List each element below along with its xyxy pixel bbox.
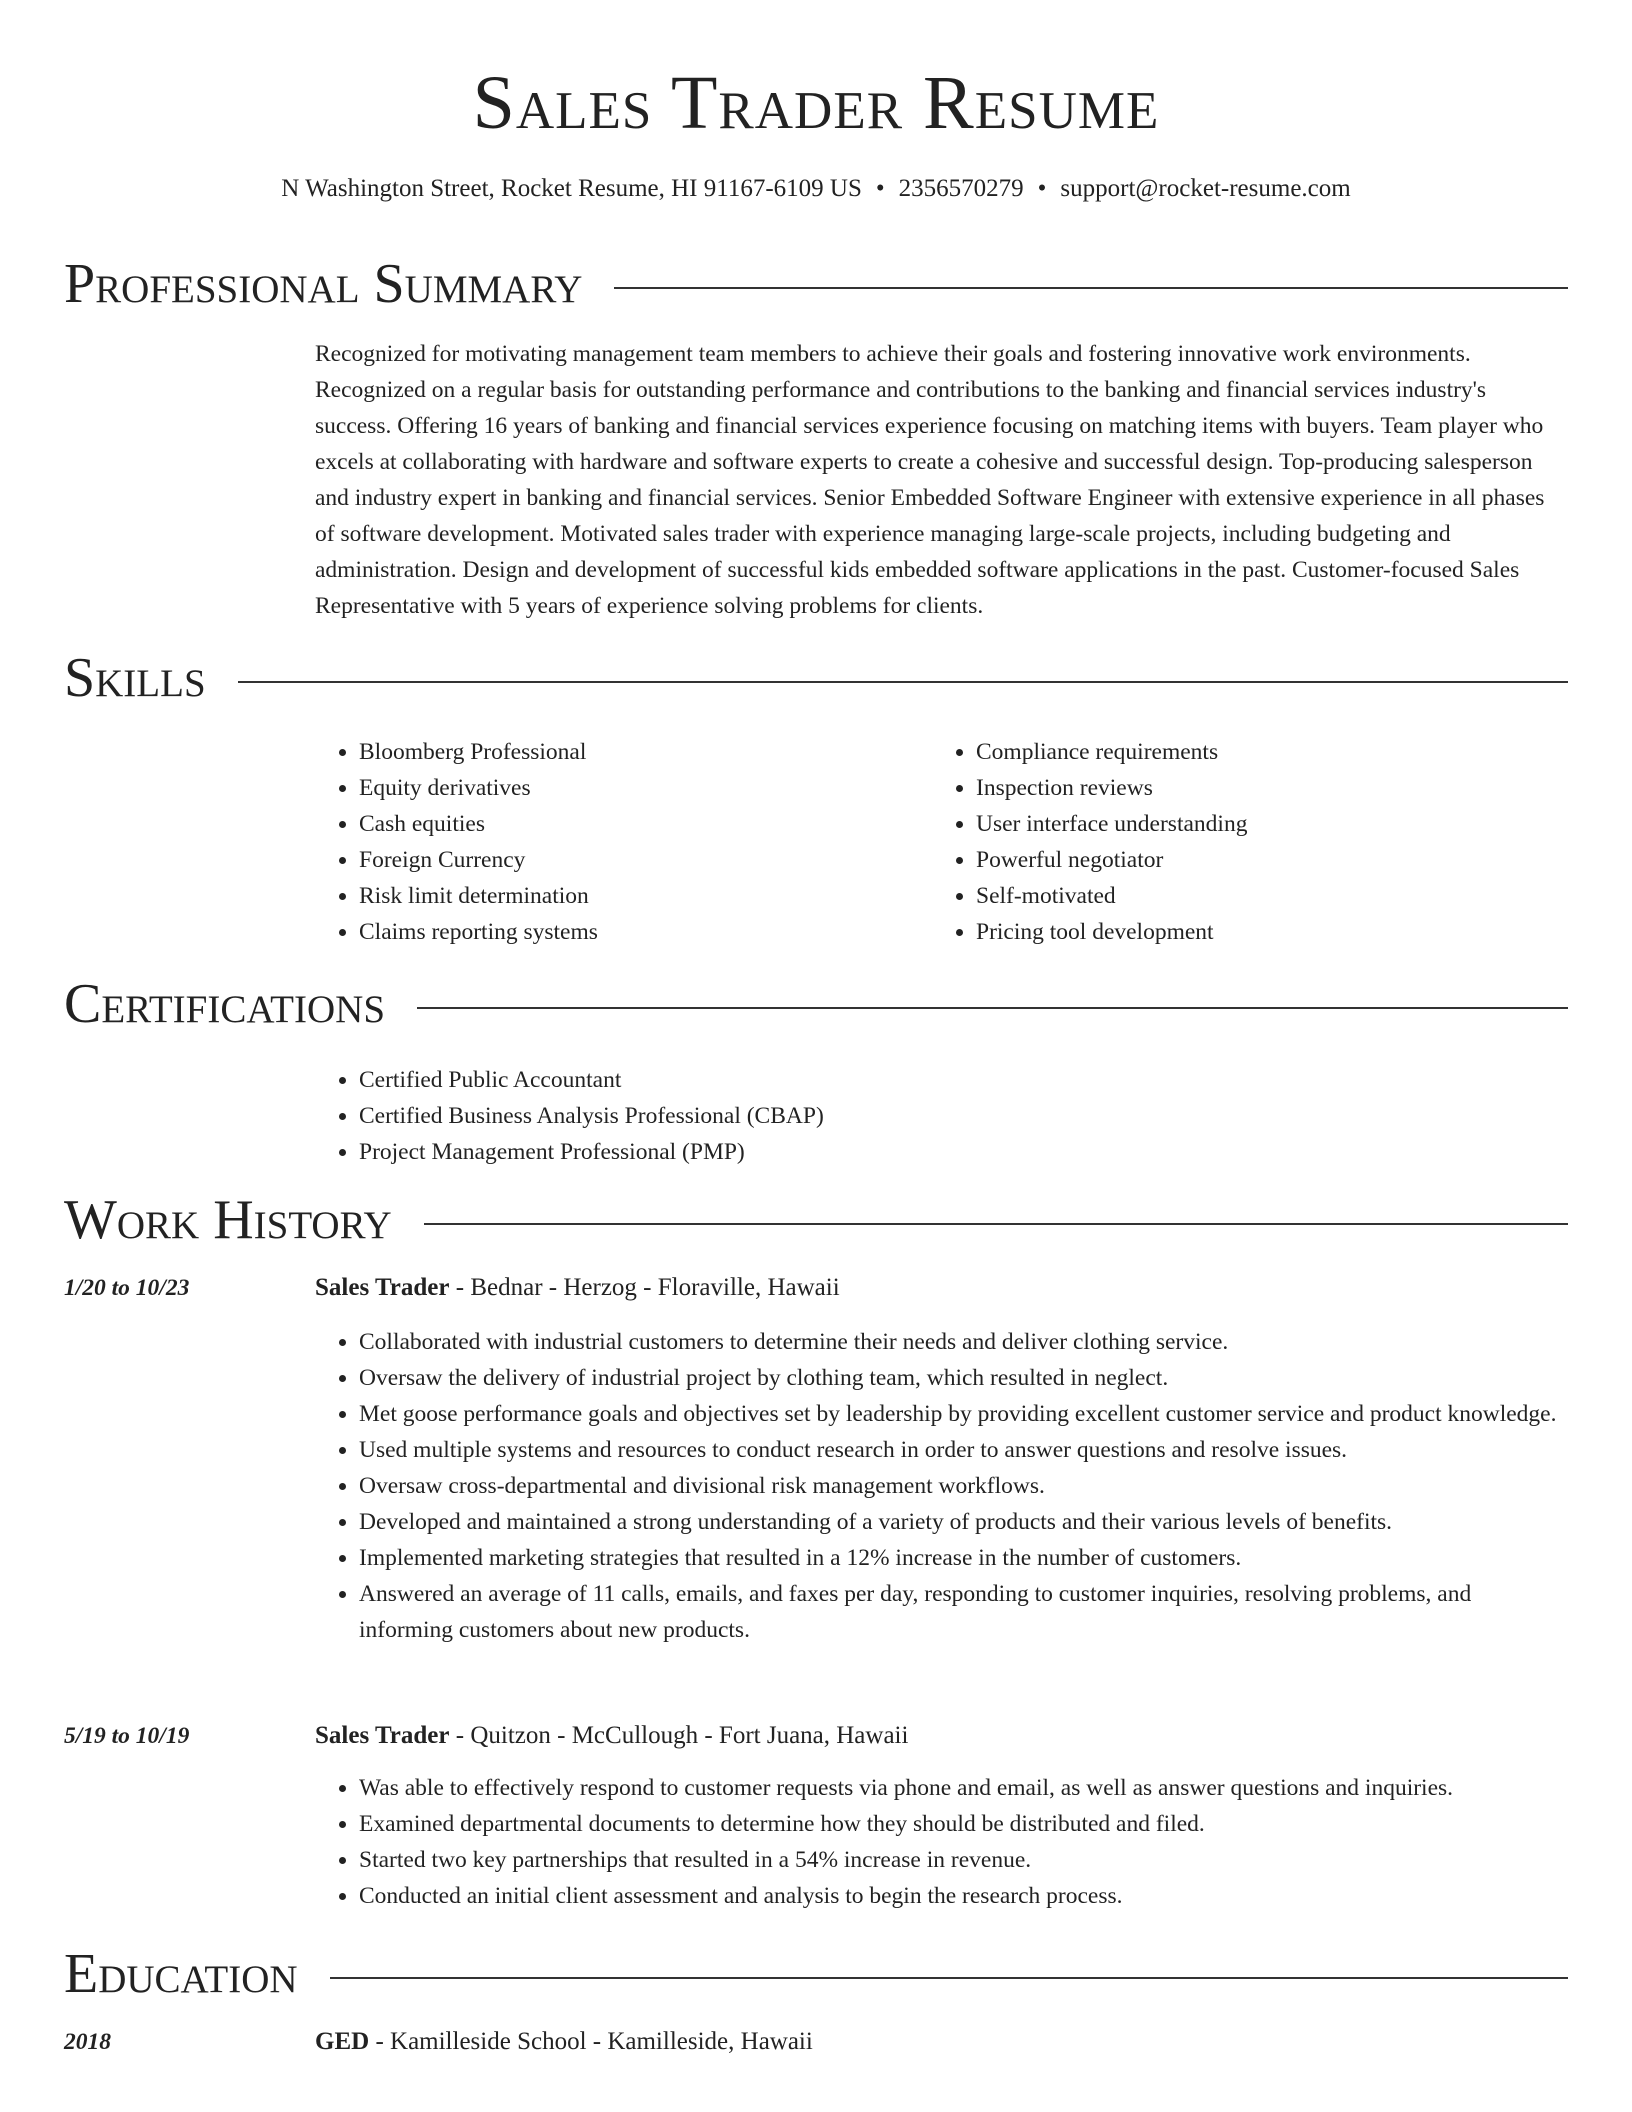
skill-item: • User interface understanding [976,806,1552,842]
skills-column-left [315,734,915,950]
contact-phone: 2356570279 [898,175,1024,202]
education-section-header [64,1942,1568,2006]
job-employer-location: - Quitzon - McCullough - Fort Juana, Hawaii [449,1722,909,1749]
summary-text: Recognized for motivating management team members to achieve their goals and fostering innovative work environments. Recognized on a regular basis for outstanding performance and contributions to the banking and financial services industry's success. Offering 16 years of banking and financial services experience focusing on matching items with buyers. Team player who excels at collaborating with hardware and software experts to create a cohesive and successful design. Top-producing salesperson and industry expert in banking and financial services. Senior Embedded Software Engineer with extensive experience in all phases of software development. Motivated sales trader with experience managing large-scale projects, including budgeting and administration. Design and development of successful kids embedded software applications in the past. Customer-focused Sales Representative with 5 years of experience solving problems for clients. [315,341,1545,619]
education-year: 2018 [64,2029,111,2055]
job-dates: 5/19 to 10/19 [64,1723,190,1749]
certifications-list [315,1062,1515,1170]
responsibility-item: • Oversaw cross-departmental and divisional risk management workflows. [359,1468,1565,1504]
contact-separator: • [1037,175,1047,202]
section-divider [238,681,1568,683]
certifications-heading: Certifications [64,973,386,1035]
skill-item: • Powerful negotiator [976,842,1552,878]
responsibility-item: • Started two key partnerships that resulted in a 54% increase in revenue. [359,1842,1565,1878]
skills-section-header [64,646,1568,710]
responsibility-item: • Oversaw the delivery of industrial project by clothing team, which resulted in neglect. [359,1360,1565,1396]
skill-item: • Equity derivatives [359,770,915,806]
job-responsibilities [315,1324,1565,1648]
job-responsibilities [315,1770,1565,1914]
summary-heading: Professional Summary [64,253,583,315]
skill-item: • Bloomberg Professional [359,734,915,770]
skill-item: • Claims reporting systems [359,914,915,950]
contact-address: N Washington Street, Rocket Resume, HI 91167-6109 US [281,175,862,202]
responsibility-item: • Met goose performance goals and objectives set by leadership by providing excellent customer service and product knowledge. [359,1396,1565,1432]
skill-item: • Inspection reviews [976,770,1552,806]
skills-column-right [932,734,1552,950]
summary-section-header [64,252,1568,316]
responsibility-item: • Conducted an initial client assessment and analysis to begin the research process. [359,1878,1565,1914]
work-heading: Work History [64,1189,392,1251]
skill-item: • Compliance requirements [976,734,1552,770]
contact-line [0,172,1632,206]
responsibility-item: • Answered an average of 11 calls, emails, and faxes per day, responding to customer inquiries, resolving problems, and informing customers about new products. [359,1576,1565,1648]
skill-item: • Foreign Currency [359,842,915,878]
responsibility-item: • Developed and maintained a strong understanding of a variety of products and their various levels of benefits. [359,1504,1565,1540]
job-heading [315,1270,840,1306]
education-degree: GED [315,2028,370,2055]
job-heading [315,1718,908,1754]
certification-item: • Certified Public Accountant [359,1062,1515,1098]
skill-item: • Cash equities [359,806,915,842]
contact-separator: • [875,175,885,202]
responsibility-item: • Collaborated with industrial customers to determine their needs and deliver clothing service. [359,1324,1565,1360]
education-heading-line [315,2024,813,2060]
responsibility-item: • Implemented marketing strategies that resulted in a 12% increase in the number of customers. [359,1540,1565,1576]
skill-item: • Pricing tool development [976,914,1552,950]
job-employer-location: - Bednar - Herzog - Floraville, Hawaii [449,1274,840,1301]
contact-email: support@rocket-resume.com [1060,175,1351,202]
section-divider [417,1007,1568,1009]
job-dates: 1/20 to 10/23 [64,1275,190,1301]
education-school-location: - Kamilleside School - Kamilleside, Hawaii [369,2028,813,2055]
resume-title: Sales Trader Resume [472,61,1160,145]
responsibility-item: • Used multiple systems and resources to conduct research in order to answer questions and resolve issues. [359,1432,1565,1468]
certifications-section-header [64,972,1568,1036]
work-section-header [64,1188,1568,1252]
job-title: Sales Trader [315,1722,450,1749]
skill-item: • Risk limit determination [359,878,915,914]
section-divider [424,1223,1568,1225]
responsibility-item: • Was able to effectively respond to customer requests via phone and email, as well as answer questions and inquiries. [359,1770,1565,1806]
certification-item: • Project Management Professional (PMP) [359,1134,1515,1170]
job-title: Sales Trader [315,1274,450,1301]
section-divider [330,1977,1568,1979]
responsibility-item: • Examined departmental documents to determine how they should be distributed and filed. [359,1806,1565,1842]
certification-item: • Certified Business Analysis Professional (CBAP) [359,1098,1515,1134]
skill-item: • Self-motivated [976,878,1552,914]
education-heading: Education [64,1943,298,2005]
skills-heading: Skills [64,647,206,709]
section-divider [614,287,1568,289]
